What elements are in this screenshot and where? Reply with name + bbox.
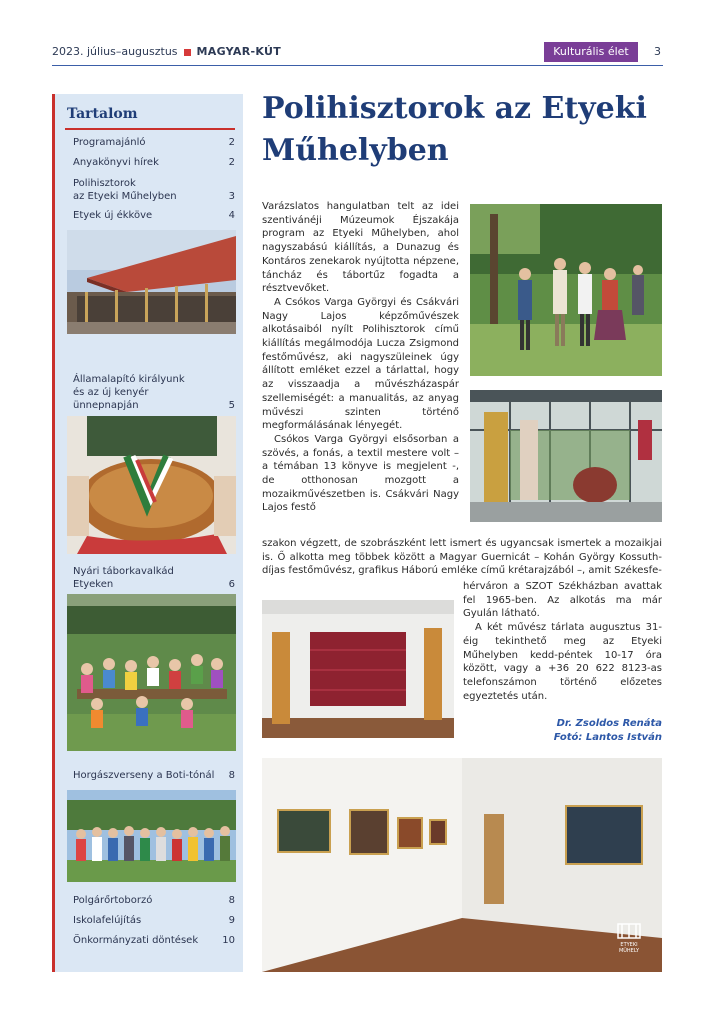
- article-paragraph: A két művész tárlata augusztus 31-éig tekinthető meg az Etyeki Műhelyben kedd-péntek 10-17 óra között, vagy a +36 20 622 8123-as telefonszámon történő előzetes egyeztetés után.: [463, 622, 662, 702]
- toc-item[interactable]: Önkormányzati döntések 10: [73, 935, 235, 946]
- article-body-right: [463, 580, 662, 703]
- toc-item[interactable]: Horgászverseny a Boti-tónál 8: [73, 770, 235, 781]
- article-paragraph: A Csókos Varga Györgyi és Csákvári Nagy Lajos képzőművészek alkotásaiból nyílt Polihisztorok című kiállítás megálmodója Lucza Zsigmond festőművész, aki nagyszüleinek úgy állított emléket ezzel a tárlattal, hogy az visszaadja a művészházaspár szellemiségét: a manualitás, az anyag művészi szinten történő megformálásának lényegét.: [262, 296, 459, 432]
- article-title: Polihisztorok az Etyeki Műhelyben: [262, 91, 647, 168]
- exhibition-room-photo: [262, 758, 662, 972]
- etyeki-muhely-logo: ETYEKI MŰHELY: [618, 942, 640, 954]
- publication-name: MAGYAR-KÚT: [196, 45, 282, 58]
- issue-date: 2023. július–augusztus: [52, 45, 178, 58]
- bread-photo: [67, 416, 236, 554]
- tapestry-gallery-photo: [262, 600, 454, 738]
- article-paragraph: szakon végzett, de szobrászként lett ismert és ugyancsak ismertek a mozaikjai is. Ő alkotta meg többek között a Magyar Guernicát – Kohán György Kossuth-díjas festőművész, grafikus Háború emléke című krétarajzából –, amit Székesfe-: [262, 538, 662, 577]
- toc-item[interactable]: Iskolafelújítás 9: [73, 915, 235, 926]
- garden-crowd-photo: [470, 204, 662, 376]
- photo-credit: Fotó: Lantos István: [553, 732, 662, 743]
- toc-item[interactable]: Polihisztorok az Etyeki Műhelyben 3: [73, 178, 235, 202]
- building-photo: [67, 230, 236, 334]
- article-body-wide: [262, 537, 662, 578]
- summer-camp-photo: [67, 594, 236, 751]
- author-credit: Dr. Zsoldos Renáta: [556, 718, 662, 729]
- article-body-column: [262, 200, 459, 515]
- toc-title: Tartalom: [67, 106, 138, 122]
- toc-item[interactable]: Államalapító királyunk és az új kenyér ünnepnapján 5: [73, 374, 235, 411]
- article-paragraph: Varázslatos hangulatban telt az idei szentivánéji Múzeumok Éjszakája program az Etyeki Műhelyben, ahol nagyszabású kiállítás, a Dunazug és Kontáros zenekarok nyújtotta népzene, táncház és tábortűz fogadta a résztvevőket.: [262, 201, 459, 295]
- header-rule: [52, 65, 663, 66]
- table-of-contents: [52, 94, 243, 972]
- toc-title-rule: [65, 128, 235, 130]
- glass-gallery-photo: [470, 390, 662, 522]
- article-paragraph: hérváron a SZOT Székházban avattak fel 1965-ben. Az alkotás ma már Gyulán látható.: [463, 581, 662, 620]
- toc-item[interactable]: Programajánló 2: [73, 137, 235, 148]
- toc-item[interactable]: Etyek új ékköve 4: [73, 210, 235, 221]
- section-label: Kulturális élet: [544, 42, 638, 62]
- toc-item[interactable]: Nyári táborkavalkád Etyeken 6: [73, 566, 235, 590]
- page-number: 3: [654, 45, 661, 58]
- toc-item[interactable]: Polgárőrtoborzó 8: [73, 895, 235, 906]
- red-square-bullet: [184, 49, 191, 56]
- article-paragraph: Csókos Varga Györgyi elsősorban a szövés, a fonás, a textil mestere volt – a témában 13 könyve is megjelent -, de otthonosan mozgott a mozaikművészetben is. Csákvári Nagy Lajos festő: [262, 433, 459, 514]
- running-header: [52, 45, 281, 58]
- fishing-group-photo: [67, 790, 236, 882]
- toc-item[interactable]: Anyakönyvi hírek 2: [73, 157, 235, 168]
